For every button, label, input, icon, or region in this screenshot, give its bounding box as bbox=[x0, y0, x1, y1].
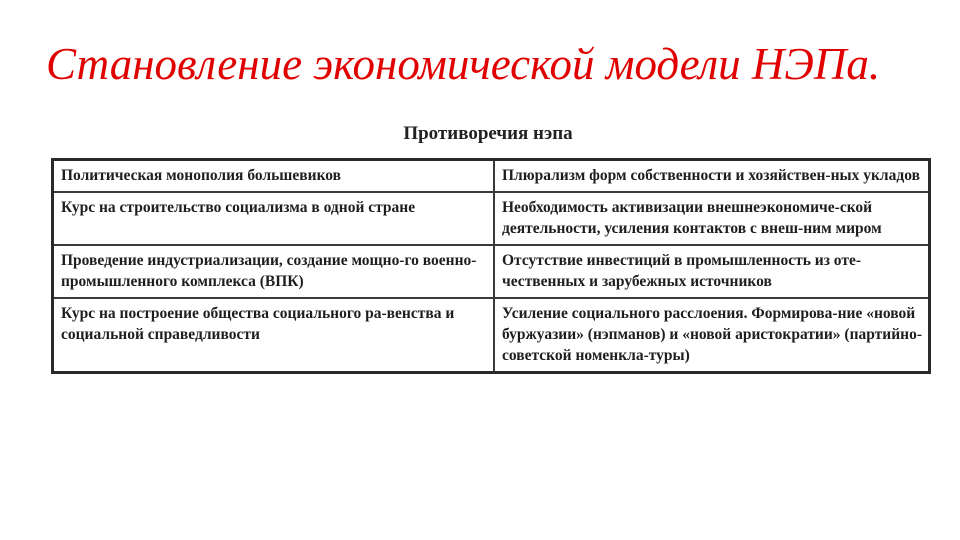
table-row bbox=[53, 160, 930, 193]
table-cell-left: Проведение индустриализации, создание мощно-го военно-промышленного комплекса (ВПК) bbox=[53, 245, 495, 298]
table-caption: Противоречия нэпа bbox=[403, 123, 573, 144]
table-cell-left: Курс на построение общества социального ра-венства и социальной справедливости bbox=[53, 298, 495, 373]
slide-title: Становление экономической модели НЭПа. bbox=[46, 39, 881, 89]
table-cell-right: Плюрализм форм собственности и хозяйствен-ных укладов bbox=[494, 160, 930, 193]
table-row bbox=[53, 192, 930, 245]
table-row bbox=[53, 298, 930, 373]
table-cell-right: Усиление социального расслоения. Формирова-ние «новой буржуазии» (нэпманов) и «новой аристократии» (партийно-советской номенкла-туры) bbox=[494, 298, 930, 373]
table-cell-right: Отсутствие инвестиций в промышленность из оте-чественных и зарубежных источников bbox=[494, 245, 930, 298]
table-cell-right: Необходимость активизации внешнеэкономиче-ской деятельности, усиления контактов с внеш-ним миром bbox=[494, 192, 930, 245]
table-cell-left: Курс на строительство социализма в одной стране bbox=[53, 192, 495, 245]
table-cell-left: Политическая монополия большевиков bbox=[53, 160, 495, 193]
contradictions-table bbox=[51, 158, 931, 374]
table-row bbox=[53, 245, 930, 298]
